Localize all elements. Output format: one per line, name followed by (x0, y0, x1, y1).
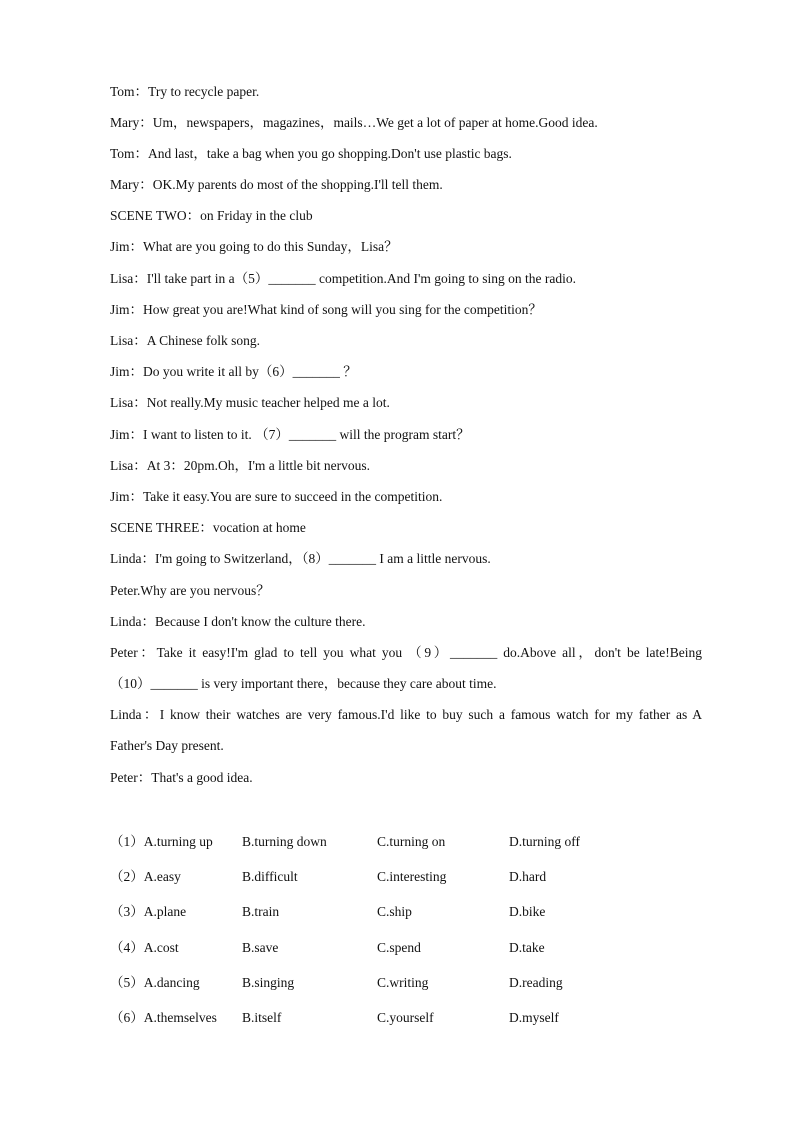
dialogue-line: Mary：OK.My parents do most of the shopping.I'll tell them. (110, 177, 443, 192)
option-row-2 (110, 868, 710, 886)
option-row-4 (110, 939, 710, 957)
dialogue-line: Jim：I want to listen to it. （7）_______ will the program start？ (110, 427, 470, 442)
dialogue-line: Jim：Take it easy.You are sure to succeed in the competition. (110, 489, 443, 504)
dialogue-line: Jim：How great you are!What kind of song will you sing for the competition？ (110, 302, 542, 317)
option-b: B.turning down (242, 834, 327, 849)
option-c: C.interesting (377, 869, 447, 884)
option-a: （3）A.plane (110, 904, 187, 919)
scene-heading: SCENE TWO：on Friday in the club (110, 208, 313, 223)
option-row-1 (110, 833, 710, 851)
dialogue-line: Jim：Do you write it all by（6）_______ ？ (110, 364, 357, 379)
dialogue-line: Lisa：A Chinese folk song. (110, 333, 260, 348)
dialogue-line: Peter：Take it easy!I'm glad to tell you what you （9）_______ do.Above all，don't be late!Being (110, 645, 702, 660)
option-c: C.spend (377, 940, 421, 955)
dialogue-line: Peter：That's a good idea. (110, 770, 253, 785)
option-a: （4）A.cost (110, 940, 179, 955)
dialogue-line: Linda：I'm going to Switzerland，（8）_______ I am a little nervous. (110, 551, 491, 566)
dialogue-line: Lisa：Not really.My music teacher helped me a lot. (110, 395, 390, 410)
dialogue-line: Mary：Um，newspapers，magazines，mails…We get a lot of paper at home.Good idea. (110, 115, 598, 130)
option-c: C.turning on (377, 834, 446, 849)
option-row-3 (110, 903, 710, 921)
option-a: （5）A.dancing (110, 975, 200, 990)
option-b: B.save (242, 940, 279, 955)
option-c: C.ship (377, 904, 412, 919)
option-d: D.bike (509, 904, 546, 919)
option-d: D.hard (509, 869, 547, 884)
option-b: B.train (242, 904, 280, 919)
option-c: C.yourself (377, 1010, 434, 1025)
option-a: （6）A.themselves (110, 1010, 217, 1025)
option-d: D.turning off (509, 834, 580, 849)
dialogue-line: Jim：What are you going to do this Sunday，Lisa？ (110, 239, 398, 254)
option-d: D.take (509, 940, 545, 955)
scene-heading: SCENE THREE：vocation at home (110, 520, 306, 535)
option-d: D.myself (509, 1010, 559, 1025)
dialogue-line: Tom：And last，take a bag when you go shopping.Don't use plastic bags. (110, 146, 512, 161)
dialogue-line: Lisa：I'll take part in a（5）_______ competition.And I'm going to sing on the radio. (110, 271, 577, 286)
option-d: D.reading (509, 975, 563, 990)
option-a: （1）A.turning up (110, 834, 213, 849)
dialogue-line: Father's Day present. (110, 738, 224, 753)
option-c: C.writing (377, 975, 429, 990)
option-row-6 (110, 1009, 710, 1027)
dialogue-line: Tom：Try to recycle paper. (110, 84, 260, 99)
dialogue-line: Peter.Why are you nervous？ (110, 583, 270, 598)
option-b: B.difficult (242, 869, 298, 884)
option-b: B.itself (242, 1010, 282, 1025)
option-a: （2）A.easy (110, 869, 181, 884)
dialogue-line: Linda：I know their watches are very famous.I'd like to buy such a famous watch for my father as A (110, 707, 702, 722)
dialogue-line: Lisa：At 3：20pm.Oh，I'm a little bit nervous. (110, 458, 371, 473)
option-b: B.singing (242, 975, 295, 990)
dialogue-line: Linda：Because I don't know the culture there. (110, 614, 366, 629)
dialogue-line: （10）_______ is very important there，because they care about time. (110, 676, 497, 691)
option-row-5 (110, 974, 710, 992)
